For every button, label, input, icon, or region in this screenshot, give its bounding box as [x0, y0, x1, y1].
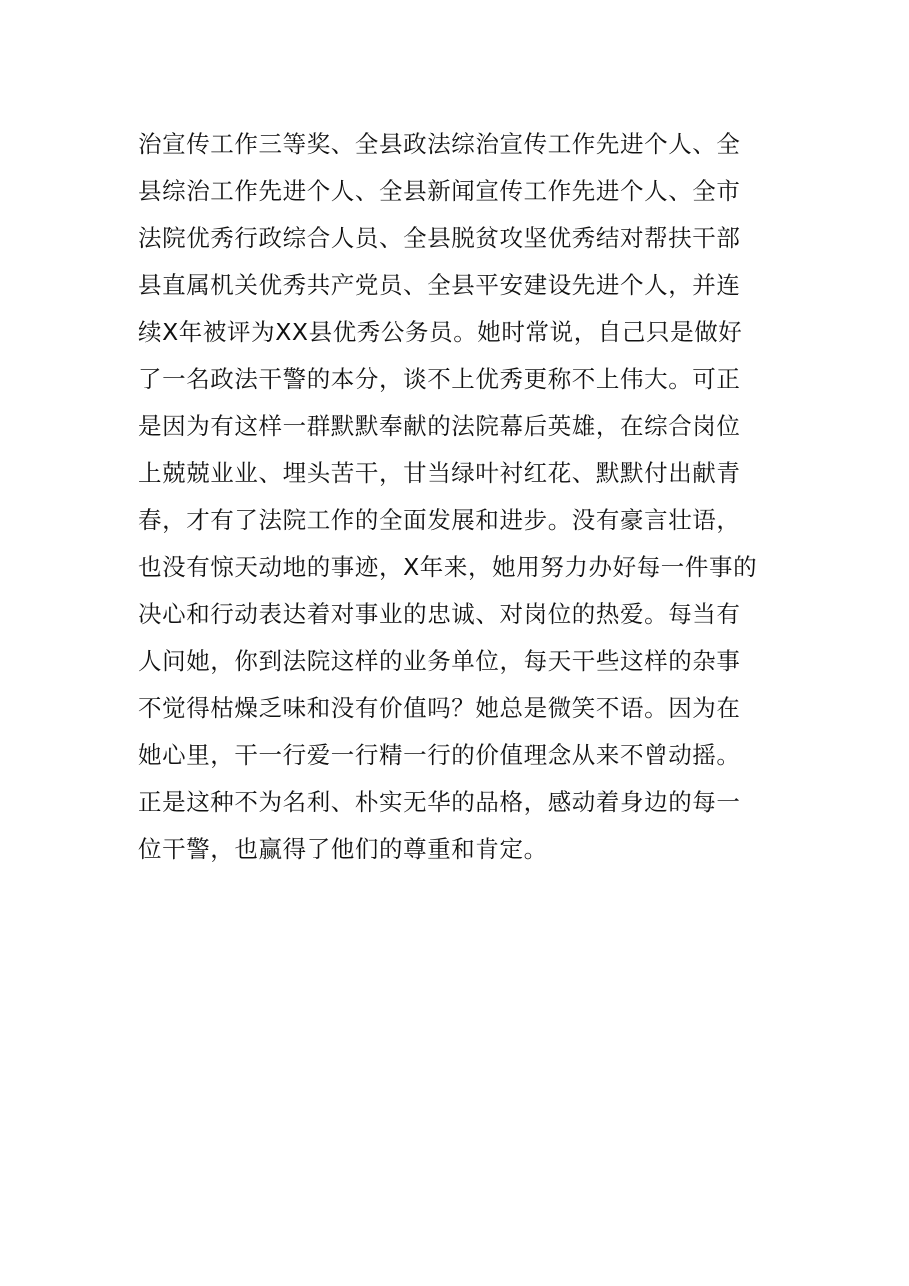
paragraph-line: 人问她，你到法院这样的业务单位，每天干些这样的杂事 — [138, 647, 741, 675]
paragraph-line: 正是这种不为名利、朴实无华的品格，感动着身边的每一 — [138, 788, 741, 816]
paragraph-line: 春，才有了法院工作的全面发展和进步。没有豪言壮语， — [138, 506, 741, 534]
paragraph-line: 法院优秀行政综合人员、全县脱贫攻坚优秀结对帮扶干部 — [138, 224, 741, 252]
paragraph-line: 不觉得枯燥乏味和没有价值吗？她总是微笑不语。因为在 — [138, 694, 741, 722]
paragraph-line: 县直属机关优秀共产党员、全县平安建设先进个人，并连 — [138, 271, 741, 299]
paragraph-line: 也没有惊天动地的事迹，X年来，她用努力办好每一件事的 — [138, 553, 758, 581]
paragraph-line: 决心和行动表达着对事业的忠诚、对岗位的热爱。每当有 — [138, 600, 741, 628]
paragraph-line: 治宣传工作三等奖、全县政法综治宣传工作先进个人、全 — [138, 130, 741, 158]
paragraph-line: 上兢兢业业、埋头苦干，甘当绿叶衬红花、默默付出献青 — [138, 459, 741, 487]
body-paragraph — [138, 124, 778, 876]
paragraph-line: 位干警，也赢得了他们的尊重和肯定。 — [138, 835, 548, 863]
paragraph-line: 是因为有这样一群默默奉献的法院幕后英雄，在综合岗位 — [138, 412, 741, 440]
paragraph-line: 她心里，干一行爱一行精一行的价值理念从来不曾动摇。 — [138, 741, 741, 769]
paragraph-line: 了一名政法干警的本分，谈不上优秀更称不上伟大。可正 — [138, 365, 741, 393]
paragraph-line: 续X年被评为XX县优秀公务员。她时常说，自己只是做好 — [138, 318, 743, 346]
paragraph-line: 县综治工作先进个人、全县新闻宣传工作先进个人、全市 — [138, 177, 741, 205]
